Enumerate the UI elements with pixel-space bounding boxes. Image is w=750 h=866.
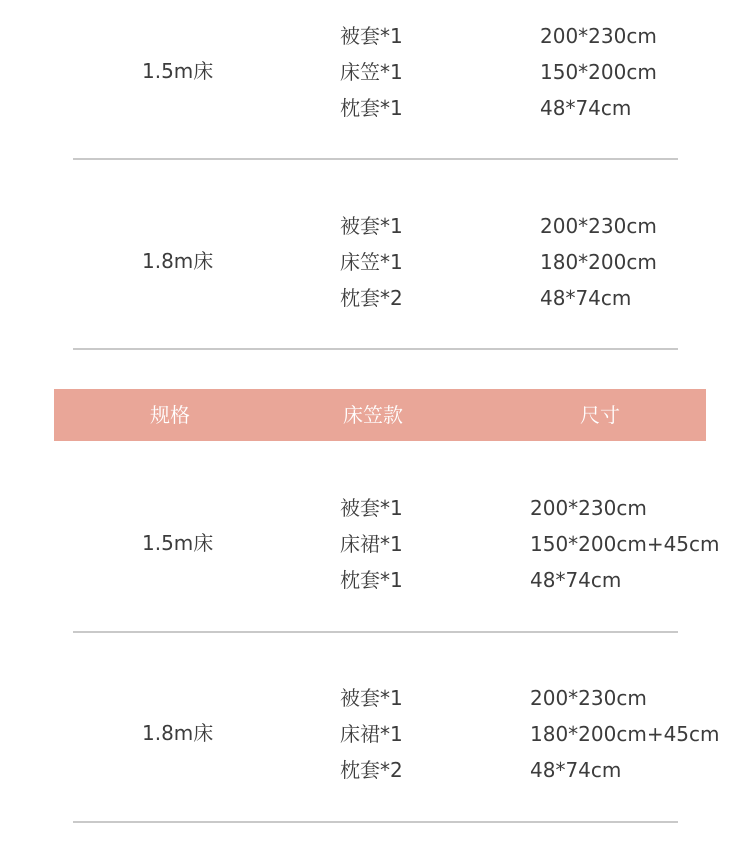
- divider: [73, 348, 678, 350]
- table-header: [54, 389, 706, 441]
- spec-label: 1.8m床: [142, 721, 214, 745]
- size-duvet-cover: 200*230cm: [530, 496, 647, 520]
- header-style: 床笠款: [343, 403, 403, 427]
- spec-label: 1.5m床: [142, 531, 214, 555]
- spec-label: 1.8m床: [142, 249, 214, 273]
- item-pillowcase: 枕套*2: [340, 758, 403, 782]
- item-pillowcase: 枕套*1: [340, 568, 403, 592]
- size-bed-skirt: 150*200cm+45cm: [530, 532, 720, 556]
- size-fitted-sheet: 180*200cm: [540, 250, 657, 274]
- item-bed-skirt: 床裙*1: [340, 532, 403, 556]
- divider: [73, 821, 678, 823]
- size-pillowcase: 48*74cm: [530, 758, 622, 782]
- header-size: 尺寸: [580, 403, 620, 427]
- size-duvet-cover: 200*230cm: [530, 686, 647, 710]
- size-pillowcase: 48*74cm: [530, 568, 622, 592]
- item-fitted-sheet: 床笠*1: [340, 60, 403, 84]
- item-fitted-sheet: 床笠*1: [340, 250, 403, 274]
- item-duvet-cover: 被套*1: [340, 214, 403, 238]
- size-duvet-cover: 200*230cm: [540, 24, 657, 48]
- item-duvet-cover: 被套*1: [340, 496, 403, 520]
- divider: [73, 158, 678, 160]
- item-pillowcase: 枕套*2: [340, 286, 403, 310]
- size-fitted-sheet: 150*200cm: [540, 60, 657, 84]
- item-duvet-cover: 被套*1: [340, 686, 403, 710]
- divider: [73, 631, 678, 633]
- spec-label: 1.5m床: [142, 59, 214, 83]
- size-pillowcase: 48*74cm: [540, 96, 632, 120]
- header-spec: 规格: [150, 403, 190, 427]
- size-pillowcase: 48*74cm: [540, 286, 632, 310]
- item-duvet-cover: 被套*1: [340, 24, 403, 48]
- item-bed-skirt: 床裙*1: [340, 722, 403, 746]
- item-pillowcase: 枕套*1: [340, 96, 403, 120]
- size-duvet-cover: 200*230cm: [540, 214, 657, 238]
- size-bed-skirt: 180*200cm+45cm: [530, 722, 720, 746]
